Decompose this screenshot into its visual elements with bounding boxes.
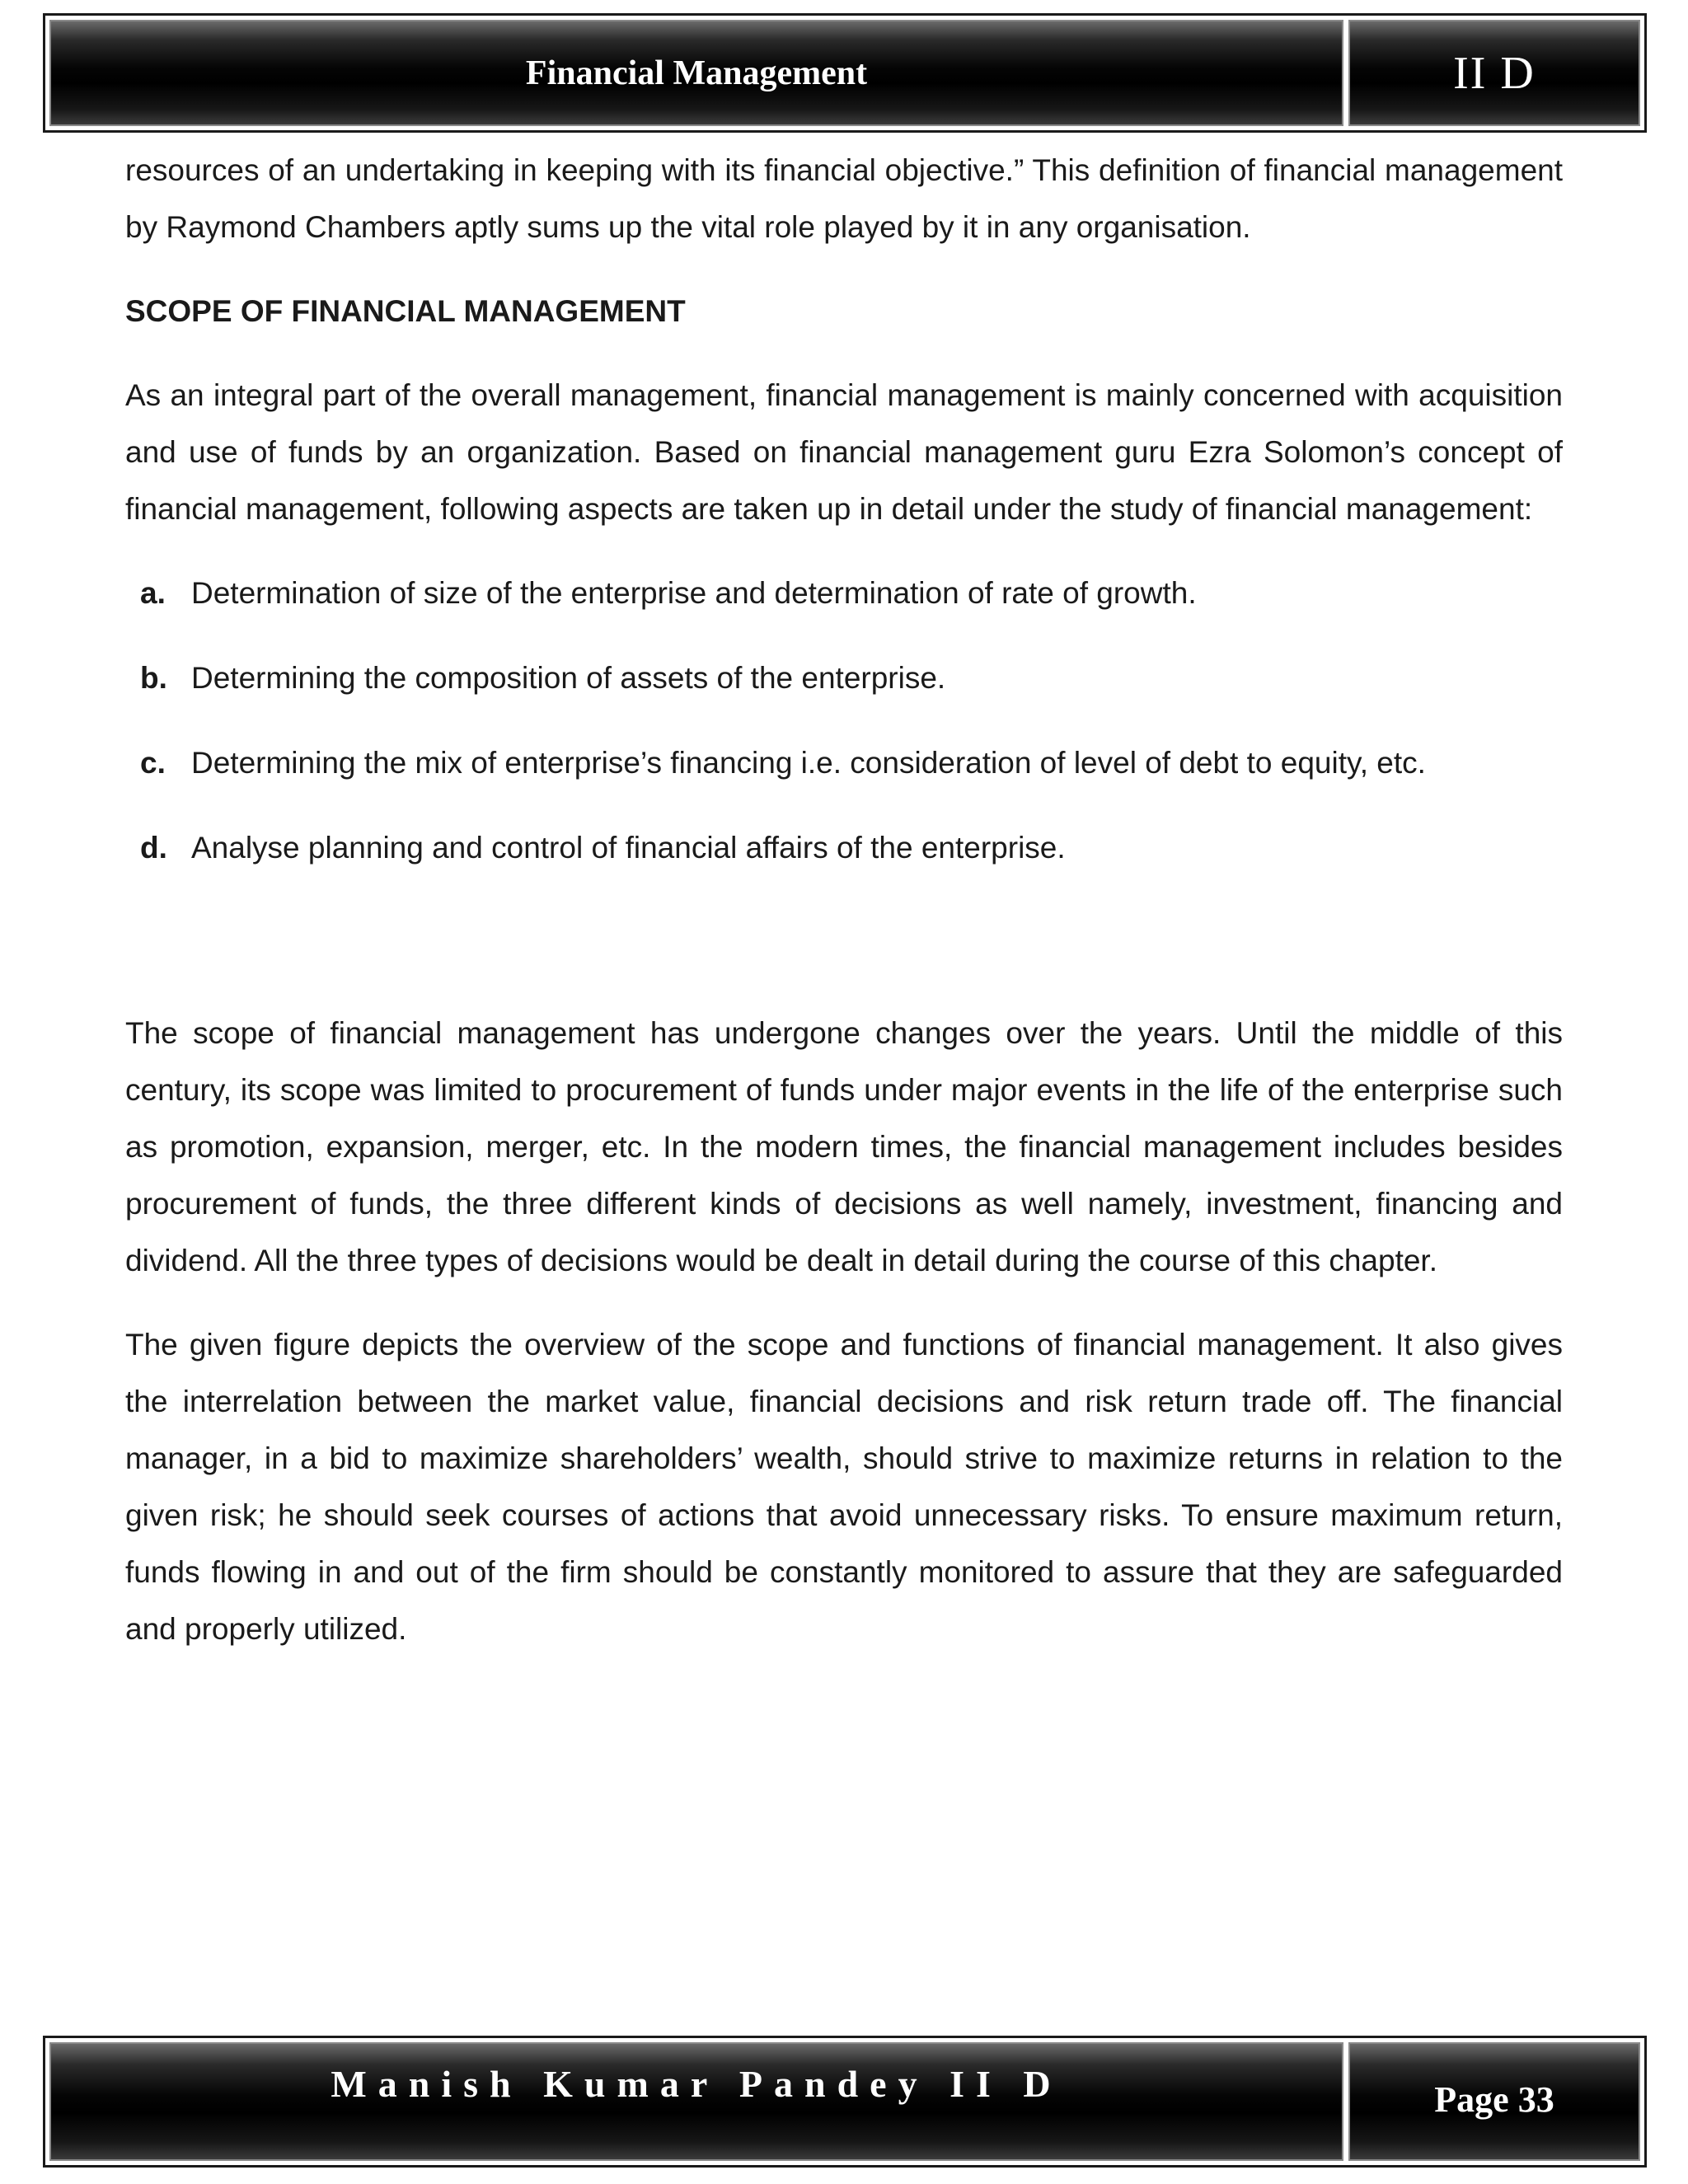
page-number: Page 33 [1434,2079,1554,2120]
list-item [125,734,1563,791]
list-item-text: Determining the mix of enterprise’s financing i.e. consideration of level of debt to equity, etc. [191,746,1426,780]
scope-paragraph: As an integral part of the overall management, financial management is mainly concerned with acquisition and use of funds by an organization. Based on financial management guru Ezra Solomon’s concept of financial management, following aspects are taken up in detail under the study of financial management: [125,378,1563,526]
list-item [125,819,1563,876]
footer-author: Manish Kumar Pandey II D [331,2063,1062,2105]
footer-page-cell [1348,2042,1640,2161]
list-item-letter: d. [140,831,167,865]
footer-inner [49,2042,1640,2161]
page-header [43,13,1647,133]
header-code: II D [1453,47,1536,99]
list-item [125,565,1563,621]
header-inner [49,20,1640,126]
list-item-letter: b. [140,661,167,695]
list-item-letter: a. [140,576,166,610]
changes-paragraph: The scope of financial management has undergone changes over the years. Until the middle of this century, its scope was limited to procurement of funds under major events in the life of the enterprise such as promotion, expansion, merger, etc. In the modern times, the financial management includes besides procurement of funds, the three different kinds of decisions as well namely, investment, financing and dividend. All the three types of decisions would be dealt in detail during the course of this chapter. [125,1016,1563,1277]
list-item-text: Determining the composition of assets of the enterprise. [191,661,946,695]
page-content [125,142,1563,1685]
list-item-letter: c. [140,746,166,780]
header-code-cell [1348,20,1640,126]
header-title-cell [49,20,1343,126]
page-footer [43,2036,1647,2168]
list-item-text: Determination of size of the enterprise and determination of rate of growth. [191,576,1197,610]
section-heading: SCOPE OF FINANCIAL MANAGEMENT [125,294,686,328]
section-spacer [125,904,1563,1005]
list-item-text: Analyse planning and control of financial affairs of the enterprise. [191,831,1066,865]
footer-author-cell [49,2042,1343,2161]
header-title: Financial Management [525,54,868,92]
intro-paragraph: resources of an undertaking in keeping with its financial objective.” This definition of financial management by Raymond Chambers aptly sums up the vital role played by it in any organisation. [125,153,1563,244]
figure-paragraph: The given figure depicts the overview of the scope and functions of financial management. It also gives the interrelation between the market value, financial decisions and risk return trade off. The financial manager, in a bid to maximize shareholders’ wealth, should strive to maximize returns in relation to the given risk; he should seek courses of actions that avoid unnecessary risks. To ensure maximum return, funds flowing in and out of the firm should be constantly monitored to assure that they are safeguarded and properly utilized. [125,1328,1563,1646]
aspect-list [125,565,1563,876]
list-item [125,649,1563,706]
